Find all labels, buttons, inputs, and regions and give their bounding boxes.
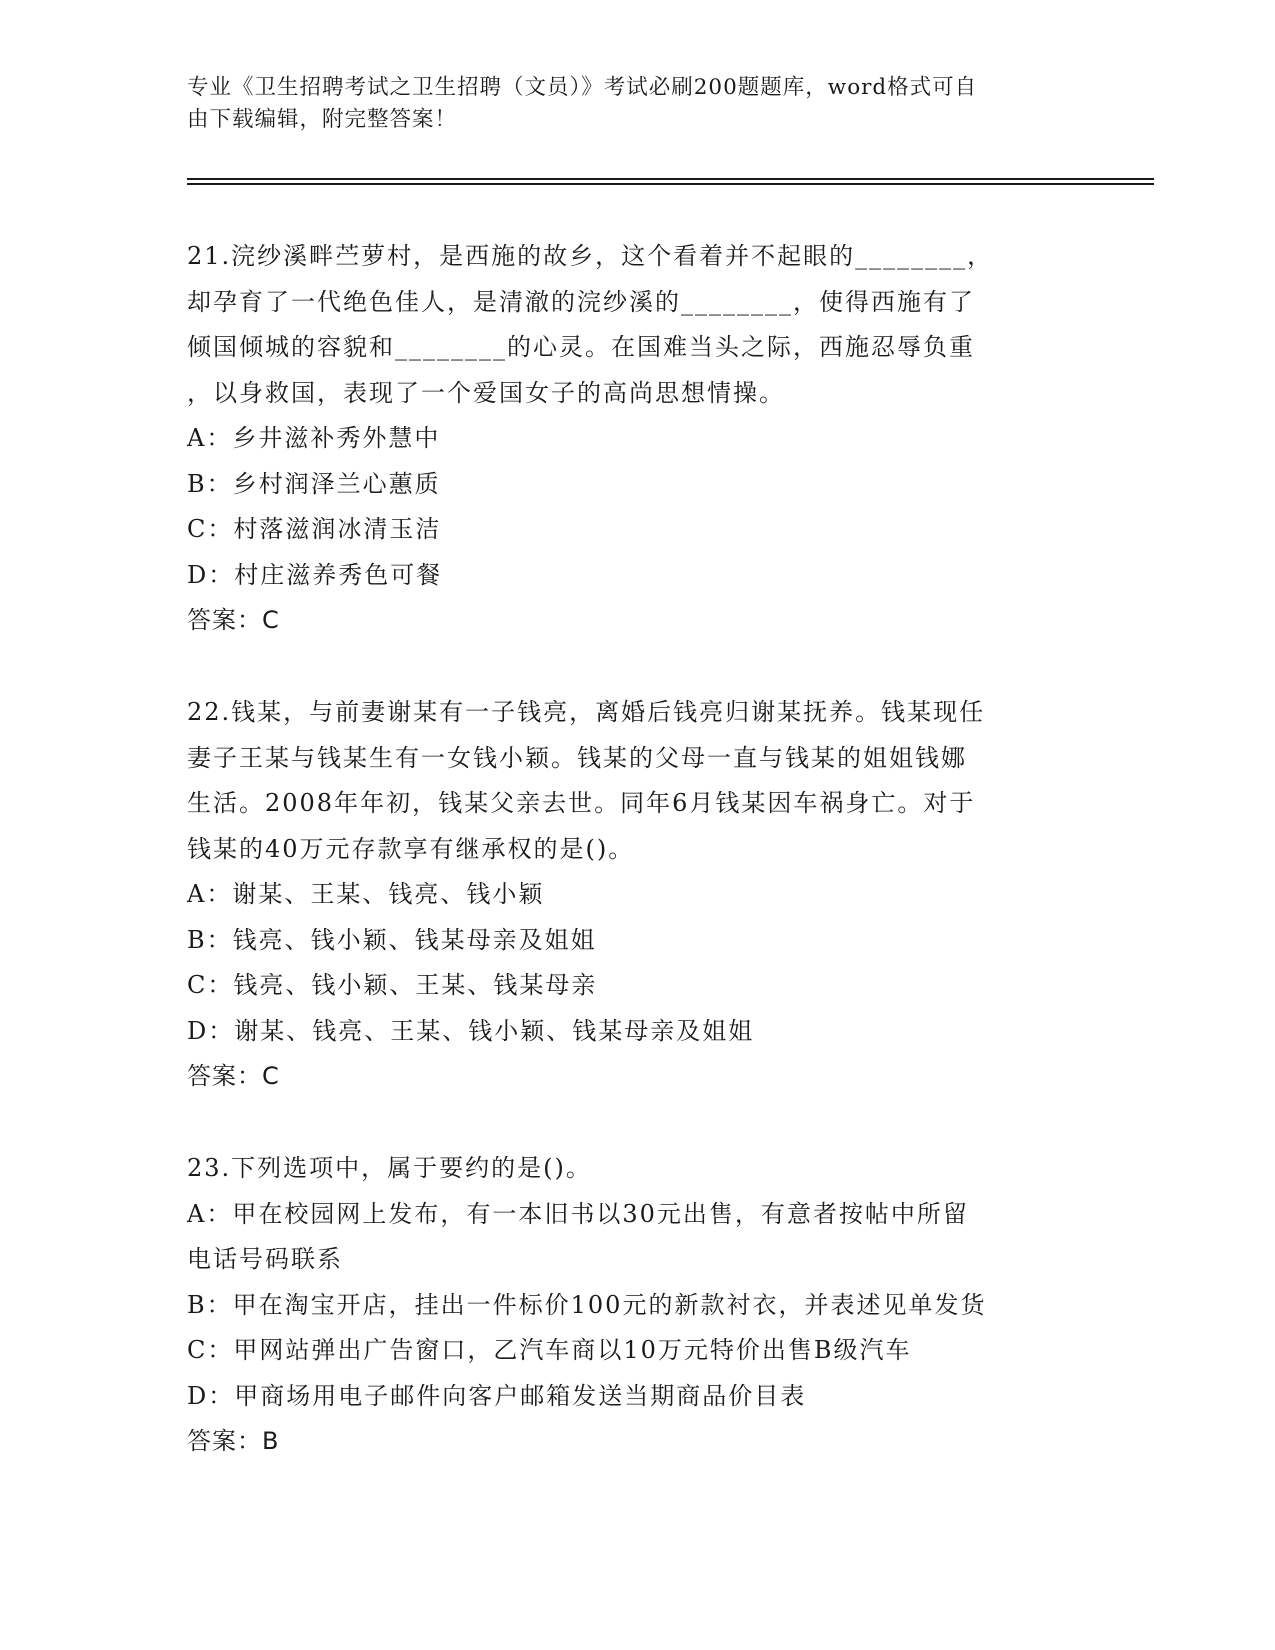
question-22 [187, 690, 1087, 1100]
question-stem-line: 生活。2008年年初，钱某父亲去世。同年6月钱某因车祸身亡。对于 [187, 789, 976, 817]
header-divider-bottom [187, 183, 1154, 185]
document-header: 专业《卫生招聘考试之卫生招聘（文员）》考试必刷200题题库，word格式可自 由下载编辑，附完整答案！ [187, 75, 978, 132]
answer-label: 答案：C [187, 1062, 280, 1090]
option-b: B：钱亮、钱小颖、钱某母亲及姐姐 [187, 925, 597, 954]
question-stem-line: ，以身救国，表现了一个爱国女子的高尚思想情操。 [187, 378, 785, 407]
question-stem-line: 21.浣纱溪畔苎萝村，是西施的故乡，这个看着并不起眼的________， [187, 242, 994, 270]
question-stem-line: 钱某的40万元存款享有继承权的是()。 [187, 834, 635, 863]
option-d: D：谢某、钱亮、王某、钱小颖、钱某母亲及姐姐 [187, 1016, 755, 1045]
option-a: A：谢某、王某、钱亮、钱小颖 [187, 880, 545, 908]
question-stem-line: 却孕育了一代绝色佳人，是清澈的浣纱溪的________，使得西施有了 [187, 287, 975, 316]
answer-label: 答案：C [187, 606, 280, 634]
question-stem-line: 倾国倾城的容貌和________的心灵。在国难当头之际，西施忍辱负重 [187, 333, 975, 361]
option-a: A：甲在校园网上发布，有一本旧书以30元出售，有意者按帖中所留 [187, 1199, 969, 1228]
question-21 [187, 234, 1087, 644]
option-d: D：甲商场用电子邮件向客户邮箱发送当期商品价目表 [187, 1381, 807, 1410]
option-d: D：村庄滋养秀色可餐 [187, 560, 443, 589]
question-23 [187, 1146, 1087, 1465]
option-c: C：甲网站弹出广告窗口，乙汽车商以10万元特价出售B级汽车 [187, 1336, 912, 1364]
option-b: B：甲在淘宝开店，挂出一件标价100元的新款衬衣，并表述见单发货 [187, 1290, 987, 1319]
question-stem-line: 22.钱某，与前妻谢某有一子钱亮，离婚后钱亮归谢某抚养。钱某现任 [187, 698, 986, 726]
answer-label: 答案：B [187, 1427, 280, 1455]
option-c: C：村落滋润冰清玉洁 [187, 515, 442, 543]
question-stem-line: 妻子王某与钱某生有一女钱小颖。钱某的父母一直与钱某的姐姐钱娜 [187, 743, 967, 772]
question-stem-line: 23.下列选项中，属于要约的是()。 [187, 1154, 592, 1182]
option-a: A：乡井滋补秀外慧中 [187, 424, 441, 452]
option-c: C：钱亮、钱小颖、王某、钱某母亲 [187, 971, 598, 999]
option-a-continued: 电话号码联系 [187, 1245, 343, 1273]
header-divider-top [187, 178, 1154, 180]
option-b: B：乡村润泽兰心蕙质 [187, 469, 441, 498]
